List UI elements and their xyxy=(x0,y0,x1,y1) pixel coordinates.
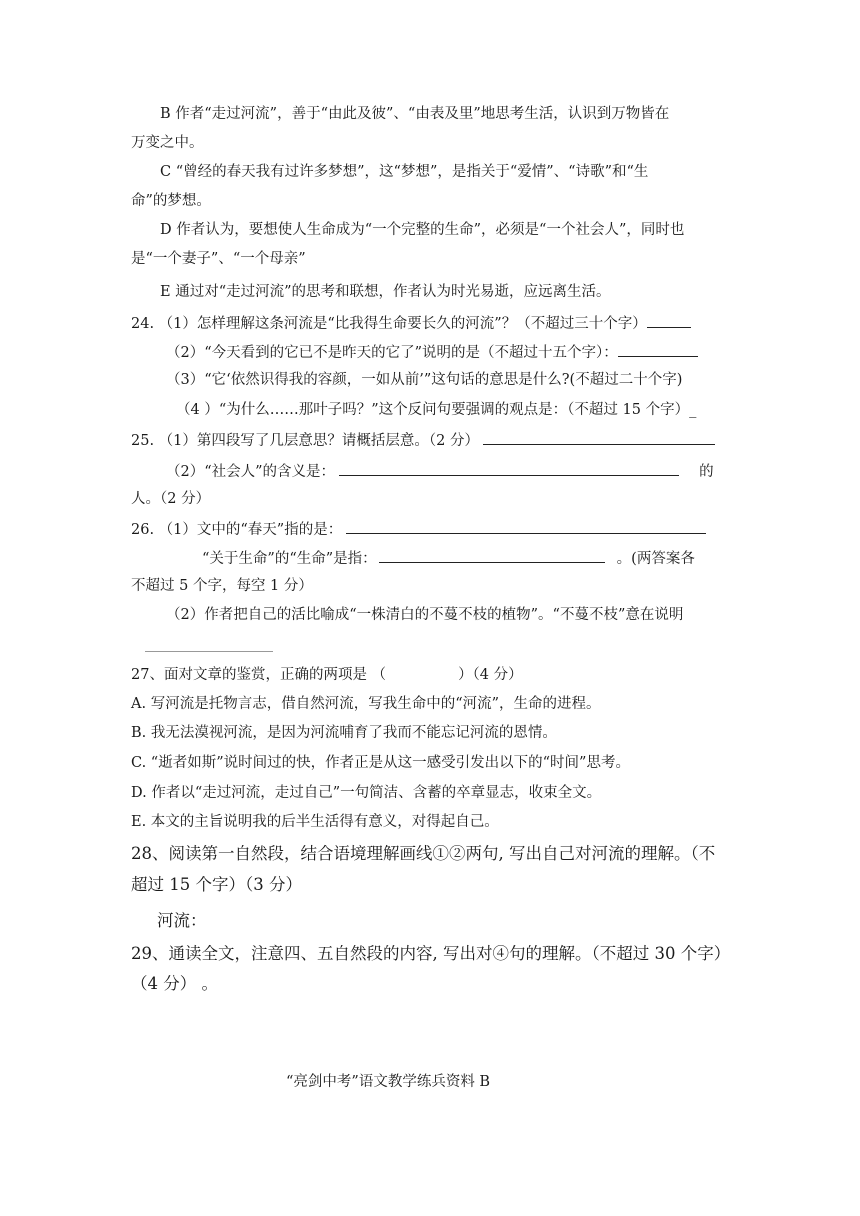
q27-stem-text: 27、面对文章的鉴赏，正确的两项是 （ xyxy=(131,667,387,683)
separator-line xyxy=(145,651,273,652)
q25-part1-answer-line[interactable] xyxy=(483,429,715,445)
page-footer: “亮剑中考”语文教学练兵资料 B xyxy=(286,1074,491,1090)
q29-line2: （4 分） 。 xyxy=(131,974,218,993)
q27-option-b: B. 我无法漠视河流，是因为河流哺育了我而不能忘记河流的恩情。 xyxy=(131,725,557,741)
q25-part2-suffix: 的 xyxy=(699,464,714,480)
q26-part1b xyxy=(202,547,695,569)
option-c-line2: 命”的梦想。 xyxy=(131,193,211,209)
q26-part1b-text: “关于生命”的“生命”是指： xyxy=(202,551,377,567)
q27-option-a: A. 写河流是托物言志，借自然河流，写我生命中的“河流”，生命的进程。 xyxy=(131,696,601,712)
q26-part1 xyxy=(131,518,706,540)
q26-part2: （2）作者把自己的活比喻成“一株清白的不蔓不枝的植物”。“不蔓不枝”意在说明 xyxy=(166,607,684,623)
q29-line1: 29、通读全文，注意四、五自然段的内容, 写出对④句的理解。（不超过 30 个字） xyxy=(131,944,731,963)
q26-part1-answer-line[interactable] xyxy=(346,518,706,534)
option-b-line1: B 作者“走过河流”，善于“由此及彼”、“由表及里”地思考生活，认识到万物皆在 xyxy=(160,106,670,122)
q28-line1: 28、阅读第一自然段，结合语境理解画线①②两句, 写出自己对河流的理解。（不 xyxy=(131,844,716,863)
q28-answer-label[interactable]: 河流： xyxy=(157,911,207,930)
q26-part1b-suffix: 。(两答案各 xyxy=(616,551,695,567)
q27-option-e: E. 本文的主旨说明我的后半生活得有意义，对得起自己。 xyxy=(131,814,499,830)
q24-part3: （3）“它‘依然识得我的容颜，一如从前’”这句话的意思是什么?(不超过二十个字) xyxy=(166,372,683,388)
q25-part1-text: 25. （1）第四段写了几层意思？请概括层意。（2 分） xyxy=(131,433,479,449)
q25-part2-end: 人。（2 分） xyxy=(131,491,211,507)
q27-option-c: C. “逝者如斯”说时间过的快，作者正是从这一感受引发出以下的“时间”思考。 xyxy=(131,755,630,771)
option-d-line2: 是“一个妻子”、“一个母亲” xyxy=(131,251,306,267)
option-d-line1: D 作者认为，要想使人生命成为“一个完整的生命”，必须是“一个社会人”，同时也 xyxy=(160,222,685,238)
q25-part2-answer-line[interactable] xyxy=(339,460,679,476)
q24-part2 xyxy=(166,341,698,363)
option-b-line2: 万变之中。 xyxy=(131,135,204,151)
option-e-line1: E 通过对“走过河流”的思考和联想，作者认为时光易逝，应远离生活。 xyxy=(160,284,611,300)
q24-part2-text: （2）“今天看到的它已不是昨天的它了”说明的是（不超过十五个字）： xyxy=(166,345,618,361)
q24-part1-answer-line[interactable] xyxy=(647,312,691,328)
q25-part2 xyxy=(166,460,714,482)
q26-part1-text: 26. （1）文中的“春天”指的是： xyxy=(131,522,343,538)
q27-option-d: D. 作者以“走过河流，走过自己”一句简洁、含蓄的卒章显志，收束全文。 xyxy=(131,785,602,801)
q26-part1b-answer-line[interactable] xyxy=(379,547,605,563)
q24-part4: （4 ）“为什么……那叶子吗？”这个反问句要强调的观点是：（不超过 15 个字）_ xyxy=(176,402,697,418)
q24-part1 xyxy=(131,312,691,334)
q25-part1 xyxy=(131,429,715,451)
q27-stem-end: ）（4 分） xyxy=(458,667,523,683)
q25-part2-text: （2）“社会人”的含义是： xyxy=(166,464,336,480)
q24-part2-answer-line[interactable] xyxy=(618,341,698,357)
option-c-line1: C “曾经的春天我有过许多梦想”，这“梦想”，是指关于“爱情”、“诗歌”和“生 xyxy=(160,164,649,180)
q24-part1-text: 24. （1）怎样理解这条河流是“比我得生命要长久的河流”？（不超过三十个字） xyxy=(131,316,647,332)
q26-note: 不超过 5 个字，每空 1 分） xyxy=(131,578,313,594)
q27-stem xyxy=(131,665,523,685)
q28-line2: 超过 15 个字）（3 分） xyxy=(131,875,302,894)
